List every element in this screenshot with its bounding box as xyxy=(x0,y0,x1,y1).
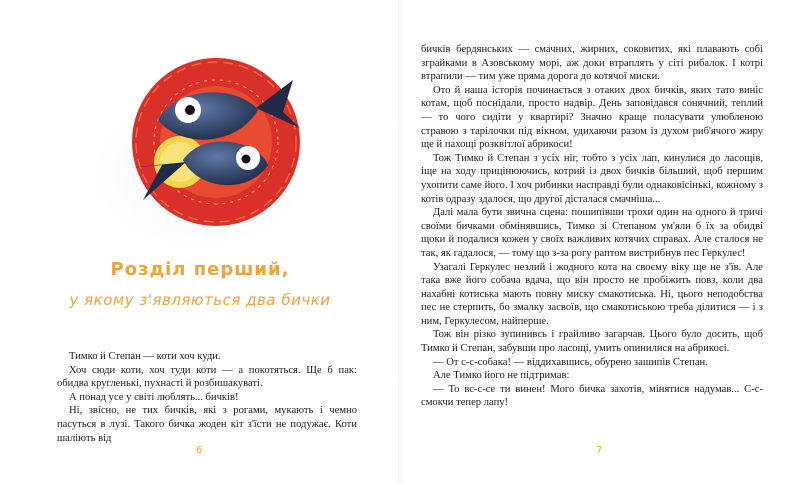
paragraph: Узагалі Геркулес незлий і жодного кота на своєму віку ще не з'їв. Але така вже його собача вдача, що він просто не пробіжить повз, коли два нахабні котиська мають повну миску смакотиська. Ні, цього неподобства пес не стерпить, бо змалку засвоїв, що смакотиською треба ділитися — і з ним, Геркулесом, найперше. xyxy=(421,261,763,327)
chapter-subtitle: у якому з'являються два бички xyxy=(69,291,331,309)
paragraph: Далі мала бути звична сцена: пошипівши трохи один на одного й тричі своїми бичками обмінявшись, Тимко зі Степаном ум'яли б їх за обидві щоки й подалися кожен у своїх важливих котячих справах. Але сталося не так, як гадалося, — тому що з-за рогу раптом вистрибнув пес Геркулес! xyxy=(421,207,763,259)
paragraph: Ото й наша історія починається з отаких двох бичків, яких тато виніс котам, щоб поснідали, просто надвір. День заповідався сонячний, теплий — то чого сидіти у квартирі? Значно краще поласувати улюбленою стравою з тарілочки під вікном, удихаючи разом із духом риб'ячого жиру ще й пахощі розквітлої абрикоси! xyxy=(421,84,763,151)
page-number-right: 7 xyxy=(596,445,603,456)
paragraph: А понад усе у світі люблять... бичків! xyxy=(69,391,239,403)
paragraph: — От с-с-собака! — віддихавшись, обурено зашипів Степан. xyxy=(433,356,708,368)
fish-plate-illustration xyxy=(88,50,320,250)
right-page-text xyxy=(421,43,763,410)
paragraph: Тож він різко зупинивсь і грайливо загарчав. Цього було досить, щоб Тимко й Степан, забувши про ласощі, умить опинилися на абрикосі. xyxy=(421,329,763,355)
paragraph: бичків бердянських — смачних, жирних, соковитих, які плавають собі зграйками в Азовському морі, аж доки втраплять у сіті рибалок. І котрі втрапили — тим уже пряма дорога до котячої миски. xyxy=(421,44,763,83)
left-page-text xyxy=(57,350,357,445)
paragraph: Тож Тимко й Степан з усіх ніг, тобто з усіх лап, кинулися до ласощів, іще на ходу прицінюючись, котрий із двох бичків більший, щоб першим ухопити саме його. І хоч рибинки насправді були однаковісінькі, кожному з котів одразу здалося, що другої дісталася смачніша... xyxy=(421,152,763,205)
right-page xyxy=(400,0,800,482)
paragraph: Ні, звісно, не тих бичків, які з рогами, мукають і чемно пасуться в лузі. Такого бичка жоден кіт з'їсти не подужає. Коти шаліють від xyxy=(57,405,357,444)
paragraph: — То вс-с-се ти винен! Мого бичка захотів, мінятися надумав... С-с-смокчи тепер лапу! xyxy=(421,383,763,409)
paragraph: Хоч сюди коти, хоч туди коти — а покотяться. Ще б пак: обидва кругленькі, пухнасті й розбишакуваті. xyxy=(57,364,357,390)
paragraph: Але Тимко його не підтримав: xyxy=(433,370,570,382)
page-number-left: 6 xyxy=(196,445,203,456)
paragraph: Тимко й Степан — коти хоч куди. xyxy=(69,351,221,362)
chapter-title: Розділ перший, xyxy=(110,259,290,280)
